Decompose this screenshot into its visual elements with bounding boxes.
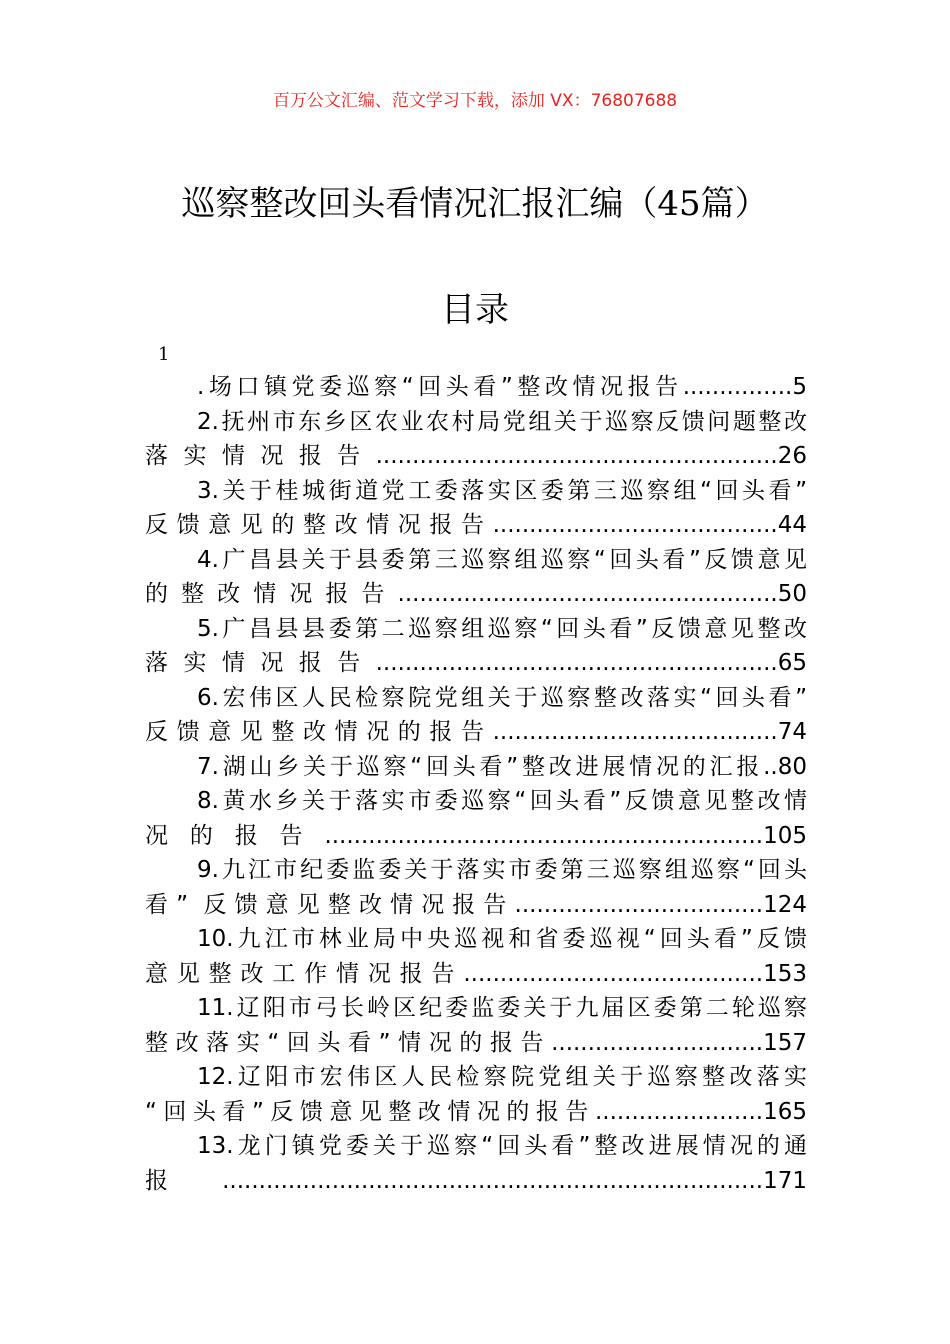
toc-heading: 目录: [441, 290, 509, 330]
toc-entry[interactable]: [145, 543, 807, 612]
title-text-after: 篇）: [700, 184, 769, 224]
toc-entry-line2: 整改落实“回头看”情况的报告.............................157: [145, 1029, 807, 1056]
toc-entry-line2: 况的报告............................................................105: [145, 822, 807, 849]
title-count: 45: [657, 184, 701, 224]
toc-entry-line2: 的整改情况报告....................................................50: [145, 581, 807, 607]
toc-entry[interactable]: [145, 1129, 807, 1198]
toc-entry[interactable]: [145, 1060, 807, 1129]
toc-entry-line1: 5.广昌县县委第二巡察组巡察“回头看”反馈意见整改: [197, 615, 807, 642]
toc-entry[interactable]: [145, 405, 807, 474]
toc-entry-line1: 8.黄水乡关于落实市委巡察“回头看”反馈意见整改情: [197, 788, 807, 814]
toc-entry[interactable]: [145, 750, 807, 785]
toc-entry[interactable]: [145, 922, 807, 991]
toc-entry-line2: 看” 反馈意见整改情况报告..................................124: [145, 891, 807, 918]
toc-entry[interactable]: [145, 612, 807, 681]
toc-entry-line1: 6.宏伟区人民检察院党组关于巡察整改落实“回头看”: [197, 684, 807, 711]
toc-entry[interactable]: [145, 784, 807, 853]
table-of-contents: [145, 370, 807, 1198]
toc-entry-line2: 意见整改工作情况报告.........................................153: [145, 960, 807, 987]
toc-entry-line1: 7.湖山乡关于巡察“回头看”整改进展情况的汇报..80: [197, 753, 807, 780]
page-marker: 1: [158, 344, 170, 365]
toc-entry-line2: 落实情况报告.......................................................65: [145, 650, 807, 676]
toc-entry-line1: 10.九江市林业局中央巡视和省委巡视“回头看”反馈: [197, 926, 807, 952]
toc-entry-line2: 报..........................................................................171: [145, 1167, 807, 1194]
toc-entry[interactable]: [145, 853, 807, 922]
toc-entry-line1: .场口镇党委巡察“回头看”整改情况报告...............5: [197, 374, 807, 400]
title-text-before: 巡察整改回头看情况汇报汇编（: [181, 184, 658, 224]
watermark-notice: 百万公文汇编、范文学习下载，添加 VX：76807688: [272, 91, 678, 111]
toc-entry-line1: 11.辽阳市弓长岭区纪委监委关于九届区委第二轮巡察: [197, 995, 807, 1021]
toc-entry-line1: 4.广昌县关于县委第三巡察组巡察“回头看”反馈意见: [197, 546, 807, 573]
document-title: [0, 176, 950, 225]
toc-entry[interactable]: [145, 681, 807, 750]
toc-entry[interactable]: [145, 370, 807, 405]
toc-entry-line2: “回头看”反馈意见整改情况的报告.......................165: [145, 1098, 807, 1125]
toc-entry-line1: 2.抚州市东乡区农业农村局党组关于巡察反馈问题整改: [197, 408, 807, 435]
toc-entry-line2: 反馈意见整改情况的报告.......................................74: [145, 719, 807, 745]
toc-entry[interactable]: [145, 991, 807, 1060]
toc-entry-line1: 12.辽阳市宏伟区人民检察院党组关于巡察整改落实: [197, 1064, 807, 1090]
toc-entry-line1: 13.龙门镇党委关于巡察“回头看”整改进展情况的通: [197, 1133, 807, 1159]
toc-entry-line2: 落实情况报告.......................................................26: [145, 443, 807, 469]
toc-entry-line2: 反馈意见的整改情况报告.......................................44: [145, 512, 807, 538]
toc-entry-line1: 3.关于桂城街道党工委落实区委第三巡察组“回头看”: [197, 477, 807, 504]
toc-entry[interactable]: [145, 474, 807, 543]
toc-entry-line1: 9.九江市纪委监委关于落实市委第三巡察组巡察“回头: [197, 857, 807, 883]
